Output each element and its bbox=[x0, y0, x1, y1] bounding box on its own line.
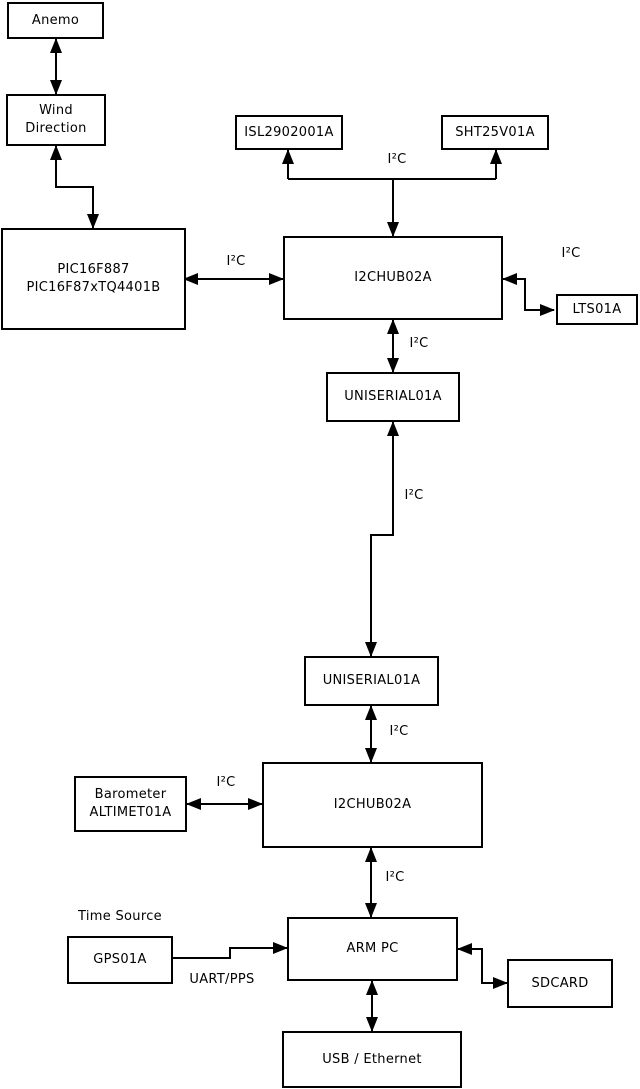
edge-label-i2c-top-branch: I²C bbox=[387, 152, 407, 167]
node-barometer bbox=[74, 776, 187, 832]
node-hub2-label: I2CHUB02A bbox=[333, 797, 412, 813]
edge-hub1-lts bbox=[503, 279, 554, 310]
edge-uniserial-link bbox=[371, 422, 393, 656]
node-hub1 bbox=[283, 236, 503, 320]
node-anemo bbox=[7, 2, 104, 39]
node-hub2 bbox=[262, 762, 483, 848]
edge-label-uart-pps: UART/PPS bbox=[189, 972, 255, 987]
edge-label-i2c-hub1-uniserial1: I²C bbox=[409, 336, 429, 351]
node-sht-label: SHT25V01A bbox=[455, 124, 535, 140]
edge-gps-arm bbox=[173, 948, 287, 958]
node-wind-direction-line1: Wind bbox=[39, 103, 73, 119]
edge-label-i2c-hub1-lts: I²C bbox=[561, 246, 581, 261]
node-barometer-line1: Barometer bbox=[94, 787, 167, 803]
node-pic-line1: PIC16F887 bbox=[57, 262, 130, 278]
node-gps bbox=[67, 936, 173, 984]
node-anemo-label: Anemo bbox=[31, 12, 80, 28]
node-sht bbox=[441, 115, 549, 150]
node-uniserial1-label: UNISERIAL01A bbox=[344, 389, 442, 405]
node-barometer-line2: ALTIMET01A bbox=[89, 805, 172, 820]
edge-label-i2c-uniserial2-hub2: I²C bbox=[389, 724, 409, 739]
node-uniserial1 bbox=[326, 372, 460, 422]
node-uniserial2-label: UNISERIAL01A bbox=[322, 673, 421, 689]
node-usb-ethernet-label: USB / Ethernet bbox=[322, 1051, 422, 1067]
edge-label-i2c-barometer-hub2: I²C bbox=[216, 775, 236, 790]
node-lts-label: LTS01A bbox=[572, 301, 622, 317]
node-arm-pc bbox=[287, 917, 458, 981]
node-gps-label: GPS01A bbox=[93, 952, 147, 968]
node-wind-direction-line2: Direction bbox=[25, 121, 87, 136]
node-isl bbox=[235, 115, 343, 150]
node-uniserial2 bbox=[304, 656, 439, 706]
edge-label-i2c-uniserial-link: I²C bbox=[404, 488, 424, 503]
edge-wind-pic bbox=[56, 146, 93, 228]
edge-label-time-source: Time Source bbox=[78, 909, 162, 924]
edge-label-i2c-hub2-arm: I²C bbox=[385, 870, 405, 885]
edge-arm-sdcard bbox=[458, 949, 507, 983]
node-hub1-label: I2CHUB02A bbox=[354, 270, 432, 286]
node-lts bbox=[556, 294, 638, 325]
edge-label-i2c-pic-hub1: I²C bbox=[226, 254, 246, 269]
node-pic-line2: PIC16F87xTQ4401B bbox=[26, 280, 161, 295]
node-arm-pc-label: ARM PC bbox=[346, 941, 399, 957]
node-sdcard bbox=[507, 959, 613, 1008]
node-usb-ethernet bbox=[282, 1031, 462, 1088]
node-pic bbox=[1, 228, 186, 330]
node-sdcard-label: SDCARD bbox=[531, 975, 589, 991]
node-wind-direction bbox=[6, 94, 106, 146]
node-isl-label: ISL2902001A bbox=[244, 124, 334, 140]
